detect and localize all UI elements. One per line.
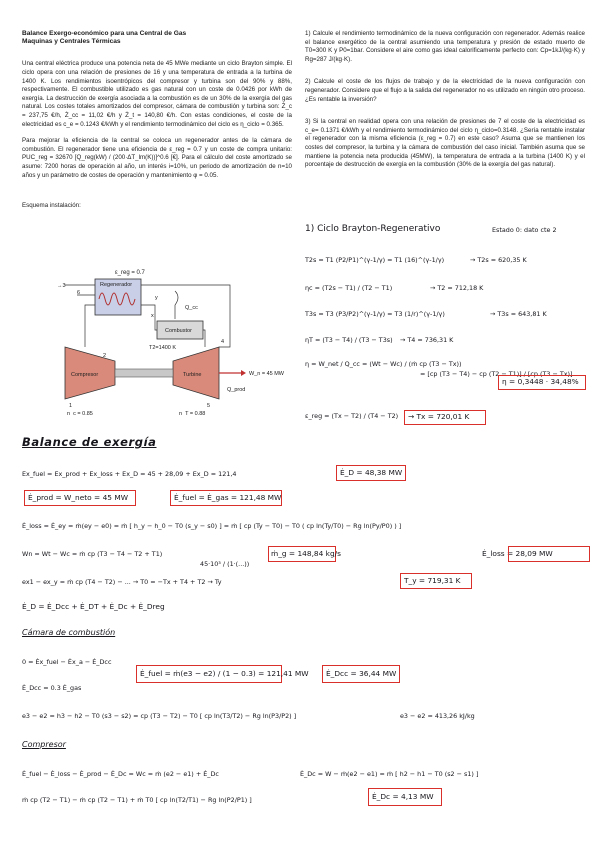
balance-title: Balance de exergía <box>22 435 157 449</box>
t3s-result: → T3s = 643,81 K <box>490 310 547 318</box>
cc-result: Ė_Dcc = 36,44 MW <box>326 669 397 678</box>
state-x: x <box>151 313 154 319</box>
exfuel-equation: Ex_fuel = Ex_prod + Ex_loss + Ex_D = 45 + 28,09 + Ex_D = 121,4 <box>22 470 237 478</box>
eps-reg-label: ε_reg = 0.7 <box>115 270 145 276</box>
turbine-label: Turbine <box>183 372 202 378</box>
cc-result-2: e3 − e2 = 413,26 kJ/kg <box>400 712 475 720</box>
questions-right-column <box>305 30 585 178</box>
efficiency-equation: η = W_net / Q_cc = (Wt − Wc) / (ṁ cp (T3 − Tx)) <box>305 360 462 368</box>
state-4: 4 <box>221 339 225 345</box>
nt-annotation: η_T = 0.88 <box>179 411 206 415</box>
question-3: 3) Si la central en realidad opera con una relación de presiones de 7 el coste de la electricidad es c_e= 0.1371 €/kWh y el rendimiento termodinámico del ciclo η_ciclo=0.3148. ¿Sería rentable instalar el regenerador con la misma eficiencia (ε_reg = 0.7) en este caso? Asuma que se mantienen los costes del compresor, la turbina y la cámara de combustión del caso inicial. También asuma que se mantiene la potencia neta producida (45MW), la temperatura de entrada a la turbina (1400 K) y el porcentaje de destrucción de exergía en la combustión (30% de la exergía del gas natural). <box>305 118 585 169</box>
state-3: →3 <box>57 283 66 289</box>
t2s-equation: T2s = T1 (P2/P1)^(γ-1/γ) = T1 (16)^(γ-1/γ) <box>305 256 445 264</box>
wn-arrowhead <box>241 370 246 376</box>
tx-result: → Tx = 720,01 K <box>408 412 470 421</box>
treg-equation: ε_reg = (Tx − T2) / (T4 − T2) <box>305 412 399 420</box>
efficiency-result: η = 0,3448 · 34,48% <box>502 377 579 386</box>
question-1: 1) Calcule el rendimiento termodinámico de la nueva configuración con regenerador. Además realice el balance exergético de la central asumiendo una temperatura y presión de estado muerto de T0=300 K y P0=1bar. Considere el aire como gas ideal calorificamente perfecto con: Cp=1kJ/(kg·K) y Rg=287 J/(kg·K). <box>305 30 585 63</box>
eloss-result: Ė_loss = 28,09 MW <box>482 549 553 558</box>
nc-equation: ηc = (T2s − T1) / (T2 − T1) <box>305 284 393 292</box>
qcc-label: Q_cc <box>185 305 198 311</box>
statement-title <box>22 30 292 46</box>
brayton-title: 1) Ciclo Brayton-Regenerativo <box>305 224 441 234</box>
t2-annotation: T2=1400 K <box>149 345 177 351</box>
nc-annotation: η_c = 0.85 <box>67 411 93 415</box>
ed-result: Ė_D = 48,38 MW <box>340 468 403 477</box>
schema-label: Esquema instalación: <box>22 202 81 210</box>
installation-diagram <box>55 265 305 415</box>
state-6: 6 <box>77 290 81 296</box>
ed-sum-equation: Ė_D = Ė_Dcc + Ė_DT + Ė_Dc + Ė_Dreg <box>22 602 165 611</box>
wn-fraction: 45·10³ / (1·(...)) <box>200 560 250 568</box>
compressor-equation-2: ṁ cp (T2 − T1) − ṁ cp (T2 − T1) + ṁ T0 [ cp ln(T2/T1) − Rg ln(P2/P1) ] <box>22 796 252 804</box>
compressor-label: Compresor <box>71 372 99 378</box>
compressor-result: Ė_Dc = 4,13 MW <box>372 792 434 801</box>
eprod-equation: Ė_prod = W_neto = 45 MW <box>28 493 129 502</box>
state-2: 2 <box>103 353 107 359</box>
cc-equation-2: Ė_Dcc = 0.3 Ė_gas <box>22 684 82 692</box>
statement-left-column <box>22 30 292 211</box>
cc-equation-4: e3 − e2 = h3 − h2 − T0 (s3 − s2) = cp (T3 − T2) − T0 [ cp ln(T3/T2) − Rg ln(P3/P2) ] <box>22 712 297 720</box>
combustion-title: Cámara de combustión <box>22 628 116 637</box>
efficiency-side: = [cp (T3 − T4) − cp (T2 − T1)] / [cp (T3 − Tx)] <box>420 370 573 378</box>
state-y: y <box>155 295 158 301</box>
statement-paragraph-2: Para mejorar la eficiencia de la central se coloca un regenerador antes de la cámara de combustión. El regenerador tiene una eficiencia de ε_reg = 0.7 y un coste de compra unitario: PUC_reg = 32670 [Q_reg(kW) / (200·ΔT_lm(K))]^0.6 [€]. Para el cálculo del coste amortizado se asume: 7200 horas de operación al año, un interés i=10%, un periodo de amortización de n=10 años y un parámetro de costes de operación y mantenimiento φ = 0.05. <box>22 137 292 179</box>
t4-result: → T4 = 736,31 K <box>400 336 454 344</box>
cc-equation-3: Ė_fuel = ṁ(e3 − e2) / (1 − 0.3) = 121,41 MW <box>140 669 309 678</box>
question-2: 2) Calcule el coste de los flujos de trabajo y de la electricidad de la nueva configuración con regenerador. Considere que el flujo a la salida del regenerador no es utilizado en ningún otro proceso. ¿Es rentable la inversión? <box>305 78 585 103</box>
combustor-label: Combustor <box>165 328 192 334</box>
compressor-title: Compresor <box>22 740 66 749</box>
compressor-equation-1b: Ė_Dc = W − ṁ(e2 − e1) = ṁ [ h2 − h1 − T0 (s2 − s1) ] <box>300 770 479 778</box>
pipe-network <box>65 285 230 347</box>
shaft <box>115 369 173 377</box>
ty-result: T_y = 719,31 K <box>404 576 461 585</box>
wn-equation: Wn = Wt − Wc = ṁ cp (T3 − T4 − T2 + T1) <box>22 550 163 558</box>
t2s-result: → T2s = 620,35 K <box>470 256 527 264</box>
statement-paragraph-1: Una central eléctrica produce una potencia neta de 45 MWe mediante un ciclo Brayton simple. El ciclo opera con una relación de presiones de 16 y una temperatura de entrada a la turbina de 1400 K. Los rendimientos isoentrópicos del compresor y turbina son del 90% y 88%, respectivamente. El combustible utilizado es gas natural con un coste de 0.0426 por kWh de exergía. La destrucción de exergía asociada a la combustión es de un 30% de la exergía del gas natural. Los costes totales amortizados del compresor, cámara de combustión y turbina son: Ż_c = 237,75 €/h, Ż_cc = 11,02 €/h y Ż_t = 140,80 €/h. Con estas condiciones, el coste de la electricidad es c_e = 0.1243 €/kWh y el rendimiento termodinámico del ciclo es η_ciclo = 0.365. <box>22 60 292 128</box>
t2-result: → T2 = 712,18 K <box>430 284 484 292</box>
state-5: 5 <box>207 403 211 409</box>
qprod-label: Q_prod <box>227 387 246 393</box>
qcc-arrow <box>175 291 178 319</box>
statement-title-line1: Balance Exergo-económico para una Central de Gas <box>22 30 187 37</box>
mass-flow-result: ṁ_g = 148,84 kg/s <box>271 549 341 558</box>
eloss-result-box <box>508 546 590 562</box>
compressor-equation-1: Ė_fuel − Ė_loss − Ė_prod − Ė_Dc = Wc = ṁ (e2 − e1) + Ė_Dc <box>22 770 219 778</box>
nt-equation: ηT = (T3 − T4) / (T3 − T3s) <box>305 336 393 344</box>
statement-title-line2: Maquinas y Centrales Térmicas <box>22 38 121 46</box>
brayton-state: Estado 0: dato cte 2 <box>492 226 557 234</box>
eloss-equation: Ė_loss = Ė_ey = ṁ(ey − e0) = ṁ [ h_y − h_0 − T0 (s_y − s0) ] = ṁ [ cp (Ty − T0) − T0 ( cp ln(Ty/T0) − Rg ln(Py/P0) ) ] <box>22 522 402 530</box>
state-1: 1 <box>69 403 73 409</box>
regenerator-label: Regenerador <box>100 282 133 288</box>
efuel-equation: Ė_fuel = Ė_gas = 121,48 MW <box>174 493 282 502</box>
ty-equation: ex1 − ex_y = ṁ cp (T4 − T2) − ... → T0 = −Tx + T4 + T2 → Ty <box>22 578 222 586</box>
cc-equation-1: 0 = Ėx_fuel − Ėx_a − Ė_Dcc <box>22 658 112 666</box>
t3s-equation: T3s = T3 (P3/P2)^(γ-1/γ) = T3 (1/r)^(γ-1/γ) <box>305 310 445 318</box>
wn-annotation: W_n = 45 MW <box>249 371 284 377</box>
